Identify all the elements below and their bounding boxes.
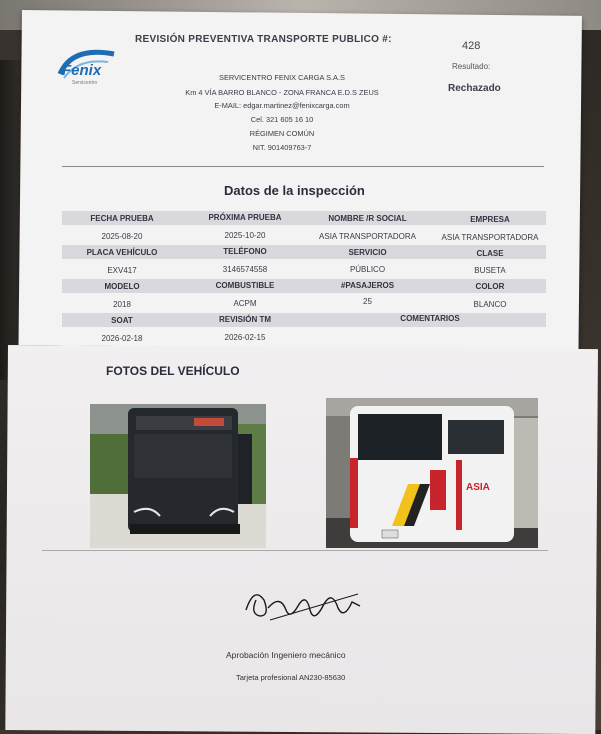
report-number: 428 bbox=[462, 40, 481, 52]
label-revision-tm: REVISIÓN TM bbox=[218, 315, 271, 324]
company-nit: NIT. 901409763-7 bbox=[252, 143, 312, 152]
company-email: E-MAIL: edgar.martinez@fenixcarga.com bbox=[214, 101, 350, 110]
fenix-logo bbox=[52, 44, 122, 94]
label-clase: CLASE bbox=[476, 249, 504, 258]
header-divider bbox=[62, 166, 544, 167]
engineer-signature bbox=[240, 580, 370, 630]
value-combustible: ACPM bbox=[233, 299, 257, 308]
result-label: Resultado: bbox=[452, 62, 491, 71]
value-nombre-social: ASIA TRANSPORTADORA bbox=[319, 232, 416, 241]
page-title: REVISIÓN PREVENTIVA TRANSPORTE PUBLICO #: bbox=[135, 34, 392, 45]
approval-label: Aprobación Ingeniero mecánico bbox=[226, 650, 346, 660]
label-placa: PLACA VEHÍCULO bbox=[86, 248, 158, 257]
label-empresa: EMPRESA bbox=[470, 215, 510, 224]
value-servicio: PÚBLICO bbox=[349, 265, 386, 274]
bus-rear-illustration bbox=[326, 398, 538, 548]
value-pasajeros: 25 bbox=[363, 297, 372, 306]
result-value: Rechazado bbox=[448, 83, 501, 94]
photo-bus-rear bbox=[326, 398, 538, 548]
value-placa: EXV417 bbox=[107, 266, 137, 275]
tarjeta-label: Tarjeta profesional AN230-85630 bbox=[236, 673, 346, 682]
inspection-title: Datos de la inspección bbox=[224, 183, 365, 198]
bus-front-illustration bbox=[90, 404, 266, 548]
label-combustible: COMBUSTIBLE bbox=[215, 281, 275, 290]
label-soat: SOAT bbox=[111, 316, 133, 325]
label-color: COLOR bbox=[475, 282, 505, 291]
value-clase: BUSETA bbox=[474, 266, 506, 275]
value-soat: 2026-02-18 bbox=[101, 334, 143, 343]
label-fecha-prueba: FECHA PRUEBA bbox=[90, 214, 154, 223]
label-servicio: SERVICIO bbox=[348, 248, 387, 257]
company-phone: Cel. 321 605 16 10 bbox=[250, 115, 314, 124]
label-proxima-prueba: PRÓXIMA PRUEBA bbox=[208, 213, 282, 222]
value-color: BLANCO bbox=[473, 300, 507, 309]
label-nombre-social: NOMBRE /R SOCIAL bbox=[328, 214, 407, 223]
label-modelo: MODELO bbox=[104, 282, 140, 291]
bus-brand-label: ASIA bbox=[466, 482, 490, 493]
value-modelo: 2018 bbox=[113, 300, 131, 309]
photos-title: FOTOS DEL VEHÍCULO bbox=[106, 364, 240, 378]
company-regimen: RÉGIMEN COMÚN bbox=[249, 129, 315, 138]
value-proxima-prueba: 2025-10-20 bbox=[224, 231, 266, 240]
signature-scribble bbox=[240, 580, 370, 630]
photos-divider bbox=[42, 550, 548, 551]
company-name: SERVICENTRO FENIX CARGA S.A.S bbox=[219, 73, 345, 82]
label-pasajeros: #PASAJEROS bbox=[340, 281, 395, 290]
label-comentarios: COMENTARIOS bbox=[400, 314, 460, 323]
value-telefono: 3146574558 bbox=[222, 265, 268, 274]
label-telefono: TELÉFONO bbox=[223, 247, 267, 256]
logo-text: Fenix bbox=[62, 62, 102, 79]
value-empresa: ASIA TRANSPORTADORA bbox=[441, 233, 539, 242]
value-revision-tm: 2026-02-15 bbox=[224, 333, 266, 342]
logo-subtext: Servicentro bbox=[72, 80, 98, 86]
company-address: Km 4 VÍA BARRO BLANCO - ZONA FRANCA E.D.S ZEUS bbox=[185, 88, 379, 97]
photo-bus-front bbox=[90, 404, 266, 548]
value-fecha-prueba: 2025-08-20 bbox=[101, 232, 143, 241]
